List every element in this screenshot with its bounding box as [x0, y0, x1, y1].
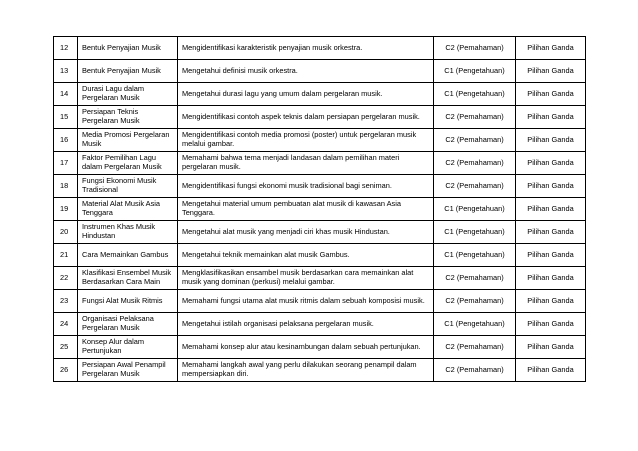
materi-cell: Bentuk Penyajian Musik	[78, 60, 178, 83]
table-body	[54, 37, 586, 382]
bentuk-soal-cell: Pilihan Ganda	[516, 106, 586, 129]
indikator-cell: Mengetahui alat musik yang menjadi ciri khas musik Hindustan.	[178, 221, 434, 244]
level-kognitif-cell: C2 (Pemahaman)	[434, 152, 516, 175]
materi-cell: Persiapan Awal Penampil Pergelaran Musik	[78, 359, 178, 382]
indikator-cell: Memahami konsep alur atau kesinambungan dalam sebuah pertunjukan.	[178, 336, 434, 359]
bentuk-soal-cell: Pilihan Ganda	[516, 175, 586, 198]
table-row	[54, 359, 586, 382]
indikator-cell: Memahami bahwa tema menjadi landasan dalam pemilihan materi pergelaran musik.	[178, 152, 434, 175]
level-kognitif-cell: C1 (Pengetahuan)	[434, 60, 516, 83]
row-number: 17	[54, 152, 78, 175]
materi-cell: Klasifikasi Ensembel Musik Berdasarkan Cara Main	[78, 267, 178, 290]
table-row	[54, 313, 586, 336]
materi-cell: Instrumen Khas Musik Hindustan	[78, 221, 178, 244]
materi-cell: Organisasi Pelaksana Pergelaran Musik	[78, 313, 178, 336]
level-kognitif-cell: C1 (Pengetahuan)	[434, 83, 516, 106]
kisi-kisi-table	[53, 36, 586, 382]
indikator-cell: Mengetahui material umum pembuatan alat musik di kawasan Asia Tenggara.	[178, 198, 434, 221]
bentuk-soal-cell: Pilihan Ganda	[516, 336, 586, 359]
level-kognitif-cell: C1 (Pengetahuan)	[434, 198, 516, 221]
materi-cell: Bentuk Penyajian Musik	[78, 37, 178, 60]
indikator-cell: Mengklasifikasikan ensambel musik berdasarkan cara memainkan alat musik yang dominan (perkusi) melalui gambar.	[178, 267, 434, 290]
indikator-cell: Mengetahui durasi lagu yang umum dalam pergelaran musik.	[178, 83, 434, 106]
bentuk-soal-cell: Pilihan Ganda	[516, 198, 586, 221]
level-kognitif-cell: C2 (Pemahaman)	[434, 129, 516, 152]
bentuk-soal-cell: Pilihan Ganda	[516, 313, 586, 336]
table-row	[54, 198, 586, 221]
row-number: 13	[54, 60, 78, 83]
bentuk-soal-cell: Pilihan Ganda	[516, 267, 586, 290]
level-kognitif-cell: C2 (Pemahaman)	[434, 290, 516, 313]
table-row	[54, 336, 586, 359]
level-kognitif-cell: C2 (Pemahaman)	[434, 106, 516, 129]
bentuk-soal-cell: Pilihan Ganda	[516, 221, 586, 244]
indikator-cell: Memahami fungsi utama alat musik ritmis dalam sebuah komposisi musik.	[178, 290, 434, 313]
row-number: 21	[54, 244, 78, 267]
table-row	[54, 152, 586, 175]
row-number: 23	[54, 290, 78, 313]
table-row	[54, 244, 586, 267]
indikator-cell: Mengidentifikasi karakteristik penyajian musik orkestra.	[178, 37, 434, 60]
indikator-cell: Mengidentifikasi contoh media promosi (poster) untuk pergelaran musik melalui gambar.	[178, 129, 434, 152]
level-kognitif-cell: C2 (Pemahaman)	[434, 37, 516, 60]
materi-cell: Faktor Pemilihan Lagu dalam Pergelaran Musik	[78, 152, 178, 175]
indikator-cell: Mengidentifikasi contoh aspek teknis dalam persiapan pergelaran musik.	[178, 106, 434, 129]
materi-cell: Media Promosi Pergelaran Musik	[78, 129, 178, 152]
table-row	[54, 106, 586, 129]
table-row	[54, 83, 586, 106]
level-kognitif-cell: C1 (Pengetahuan)	[434, 313, 516, 336]
level-kognitif-cell: C2 (Pemahaman)	[434, 336, 516, 359]
level-kognitif-cell: C1 (Pengetahuan)	[434, 221, 516, 244]
row-number: 16	[54, 129, 78, 152]
bentuk-soal-cell: Pilihan Ganda	[516, 83, 586, 106]
indikator-cell: Mengetahui istilah organisasi pelaksana pergelaran musik.	[178, 313, 434, 336]
indikator-cell: Mengetahui teknik memainkan alat musik Gambus.	[178, 244, 434, 267]
level-kognitif-cell: C2 (Pemahaman)	[434, 267, 516, 290]
table-row	[54, 129, 586, 152]
row-number: 15	[54, 106, 78, 129]
table-row	[54, 60, 586, 83]
level-kognitif-cell: C2 (Pemahaman)	[434, 359, 516, 382]
materi-cell: Konsep Alur dalam Pertunjukan	[78, 336, 178, 359]
bentuk-soal-cell: Pilihan Ganda	[516, 290, 586, 313]
materi-cell: Fungsi Alat Musik Ritmis	[78, 290, 178, 313]
level-kognitif-cell: C2 (Pemahaman)	[434, 175, 516, 198]
bentuk-soal-cell: Pilihan Ganda	[516, 60, 586, 83]
indikator-cell: Memahami langkah awal yang perlu dilakukan seorang penampil dalam mempersiapkan diri.	[178, 359, 434, 382]
level-kognitif-cell: C1 (Pengetahuan)	[434, 244, 516, 267]
row-number: 22	[54, 267, 78, 290]
row-number: 26	[54, 359, 78, 382]
bentuk-soal-cell: Pilihan Ganda	[516, 244, 586, 267]
indikator-cell: Mengidentifikasi fungsi ekonomi musik tradisional bagi seniman.	[178, 175, 434, 198]
table-row	[54, 267, 586, 290]
bentuk-soal-cell: Pilihan Ganda	[516, 152, 586, 175]
table-row	[54, 175, 586, 198]
table-row	[54, 290, 586, 313]
table-row	[54, 37, 586, 60]
row-number: 20	[54, 221, 78, 244]
row-number: 24	[54, 313, 78, 336]
row-number: 12	[54, 37, 78, 60]
materi-cell: Cara Memainkan Gambus	[78, 244, 178, 267]
row-number: 14	[54, 83, 78, 106]
materi-cell: Durasi Lagu dalam Pergelaran Musik	[78, 83, 178, 106]
materi-cell: Fungsi Ekonomi Musik Tradisional	[78, 175, 178, 198]
materi-cell: Persiapan Teknis Pergelaran Musik	[78, 106, 178, 129]
bentuk-soal-cell: Pilihan Ganda	[516, 129, 586, 152]
row-number: 18	[54, 175, 78, 198]
table-row	[54, 221, 586, 244]
row-number: 25	[54, 336, 78, 359]
row-number: 19	[54, 198, 78, 221]
bentuk-soal-cell: Pilihan Ganda	[516, 37, 586, 60]
materi-cell: Material Alat Musik Asia Tenggara	[78, 198, 178, 221]
indikator-cell: Mengetahui definisi musik orkestra.	[178, 60, 434, 83]
bentuk-soal-cell: Pilihan Ganda	[516, 359, 586, 382]
